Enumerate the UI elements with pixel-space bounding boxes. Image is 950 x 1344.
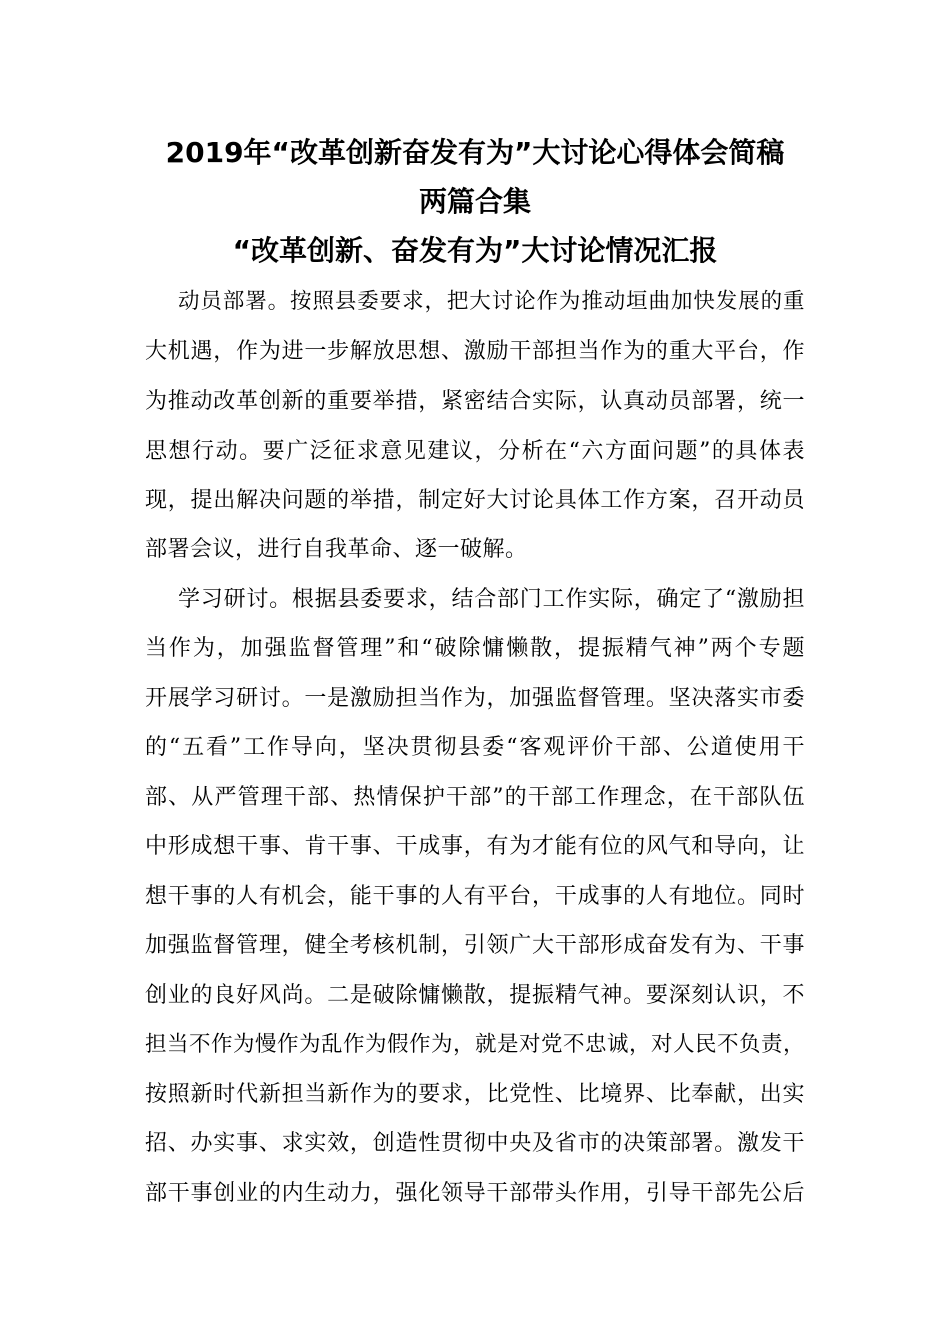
paragraph-1-line: 部署会议，进行自我革命、逐一破解。 — [145, 537, 528, 562]
paragraph-2-line: 招、办实事、求实效，创造性贯彻中央及省市的决策部署。激发干 — [145, 1131, 805, 1156]
paragraph-2-line: 部、从严管理干部、热情保护干部”的干部工作理念，在干部队伍 — [145, 785, 805, 810]
paragraph-1-line: 大机遇，作为进一步解放思想、激励干部担当作为的重大平台，作 — [145, 339, 805, 364]
paragraph-2-line: 创业的良好风尚。二是破除慵懒散，提振精气神。要深刻认识，不 — [145, 983, 805, 1008]
document-title-line-2: 两篇合集 — [418, 185, 531, 218]
paragraph-2-line: 当作为，加强监督管理”和“破除慵懒散，提振精气神”两个专题 — [145, 636, 805, 661]
paragraph-2-line: 想干事的人有机会，能干事的人有平台，干成事的人有地位。同时 — [145, 884, 805, 909]
paragraph-2-line: 按照新时代新担当新作为的要求，比党性、比境界、比奉献，出实 — [145, 1082, 805, 1107]
paragraph-2-line: 部干事创业的内生动力，强化领导干部带头作用，引导干部先公后 — [145, 1181, 805, 1206]
paragraph-1-line: 现，提出解决问题的举措，制定好大讨论具体工作方案，召开动员 — [145, 488, 805, 513]
paragraph-2-line: 加强监督管理，健全考核机制，引领广大干部形成奋发有为、干事 — [145, 933, 805, 958]
paragraph-1-line: 动员部署。按照县委要求，把大讨论作为推动垣曲加快发展的重 — [178, 289, 805, 314]
paragraph-2-line: 的“五看”工作导向，坚决贯彻县委“客观评价干部、公道使用干 — [145, 735, 805, 760]
section-subtitle: “改革创新、奋发有为”大讨论情况汇报 — [232, 234, 718, 267]
paragraph-2-line: 开展学习研讨。一是激励担当作为，加强监督管理。坚决落实市委 — [145, 686, 805, 711]
paragraph-2-line: 学习研讨。根据县委要求，结合部门工作实际，确定了“激励担 — [178, 587, 805, 612]
paragraph-1-line: 为推动改革创新的重要举措，紧密结合实际，认真动员部署，统一 — [145, 389, 805, 414]
paragraph-2-line: 担当不作为慢作为乱作为假作为，就是对党不忠诚，对人民不负责， — [145, 1032, 806, 1057]
paragraph-2-line: 中形成想干事、肯干事、干成事，有为才能有位的风气和导向，让 — [145, 834, 805, 859]
document-title-line-1: 2019年“改革创新奋发有为”大讨论心得体会简稿 — [165, 136, 785, 169]
paragraph-1-line: 思想行动。要广泛征求意见建议，分析在“六方面问题”的具体表 — [145, 439, 805, 464]
